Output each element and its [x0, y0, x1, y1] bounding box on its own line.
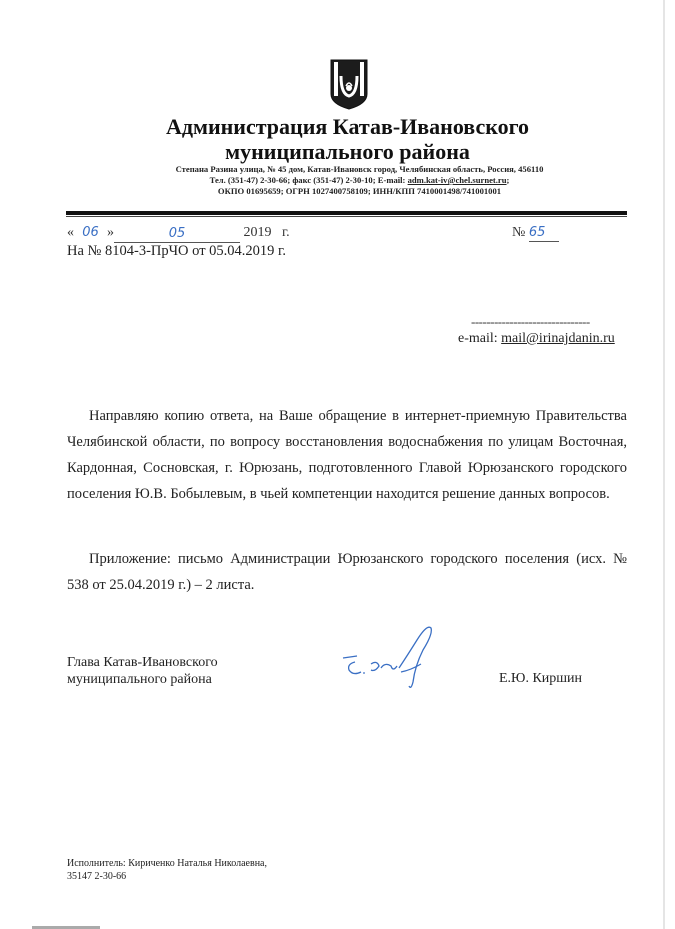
paragraph-2-text: Приложение: письмо Администрации Юрюзанского городского поселения (исх. № 538 от 25.04.2019 г.) – 2 листа. — [67, 551, 627, 593]
body-paragraph-1 — [67, 403, 627, 507]
number-label: № — [512, 225, 526, 240]
contacts-prefix: Тел. (351-47) 2-30-66; факс (351-47) 2-30-10; E-mail: — [209, 175, 408, 185]
paragraph-1-text: Направляю копию ответа, на Ваше обращение в интернет-приемную Правительства Челябинской области, по вопросу восстановления водоснабжения по улицам Восточная, Кардонная, Сосновская, г. Юрюзань, подготовленного Главой Юрюзанского городского поселения Ю.В. Бобылевым, в чьей компетенции находится решение данных вопросов. — [67, 408, 627, 502]
signatory-position — [67, 654, 218, 688]
letter-year: 2019 — [243, 225, 272, 240]
org-contacts — [22, 175, 675, 186]
recipient-placeholder-dashes: ------------------------------- — [471, 314, 590, 329]
handwritten-month: 05 — [168, 226, 186, 241]
contacts-suffix: ; — [506, 175, 510, 185]
letter-date — [67, 225, 290, 242]
handwritten-day: 06 — [82, 225, 99, 240]
body-paragraph-2 — [67, 546, 627, 598]
org-registry: ОКПО 01695659; ОГРН 1027400758109; ИНН/КПП 7410001498/741001001 — [217, 186, 502, 196]
handwritten-signature — [335, 620, 455, 690]
recipient-email — [458, 331, 615, 347]
email-label: e-mail: — [458, 331, 502, 346]
header-divider-thin — [66, 216, 627, 217]
number-underline — [529, 225, 559, 242]
org-email-link[interactable]: adm.kat-iv@chel.surnet.ru — [407, 175, 507, 185]
close-quote: » — [107, 225, 114, 240]
executor-name: Исполнитель: Кириченко Наталья Николаевна, — [67, 858, 267, 869]
org-address: Степана Разина улица, № 45 дом, Катав-Ивановск город, Челябинская область, Россия, 456110 — [175, 164, 544, 174]
scan-edge — [663, 0, 665, 929]
handwritten-number: 65 — [528, 225, 546, 240]
executor-phone: 35147 2-30-66 — [67, 871, 127, 882]
coat-of-arms-emblem — [328, 58, 370, 110]
open-quote: « — [67, 225, 74, 240]
executor-info — [67, 857, 267, 883]
position-line-1: Глава Катав-Ивановского — [67, 655, 218, 670]
org-title-line1: Администрация Катав-Ивановского — [165, 114, 530, 139]
recipient-email-link[interactable]: mail@irinajdanin.ru — [501, 331, 615, 346]
month-underline — [114, 226, 240, 243]
signatory-name: Е.Ю. Киршин — [499, 671, 583, 686]
reference-line: На № 8104-3-ПрЧО от 05.04.2019 г. — [67, 243, 286, 259]
year-suffix: г. — [282, 225, 290, 240]
header-divider-thick — [66, 211, 627, 215]
org-title-line2: муниципального района — [225, 139, 470, 164]
letter-number — [512, 225, 559, 242]
position-line-2: муниципального района — [67, 672, 212, 687]
